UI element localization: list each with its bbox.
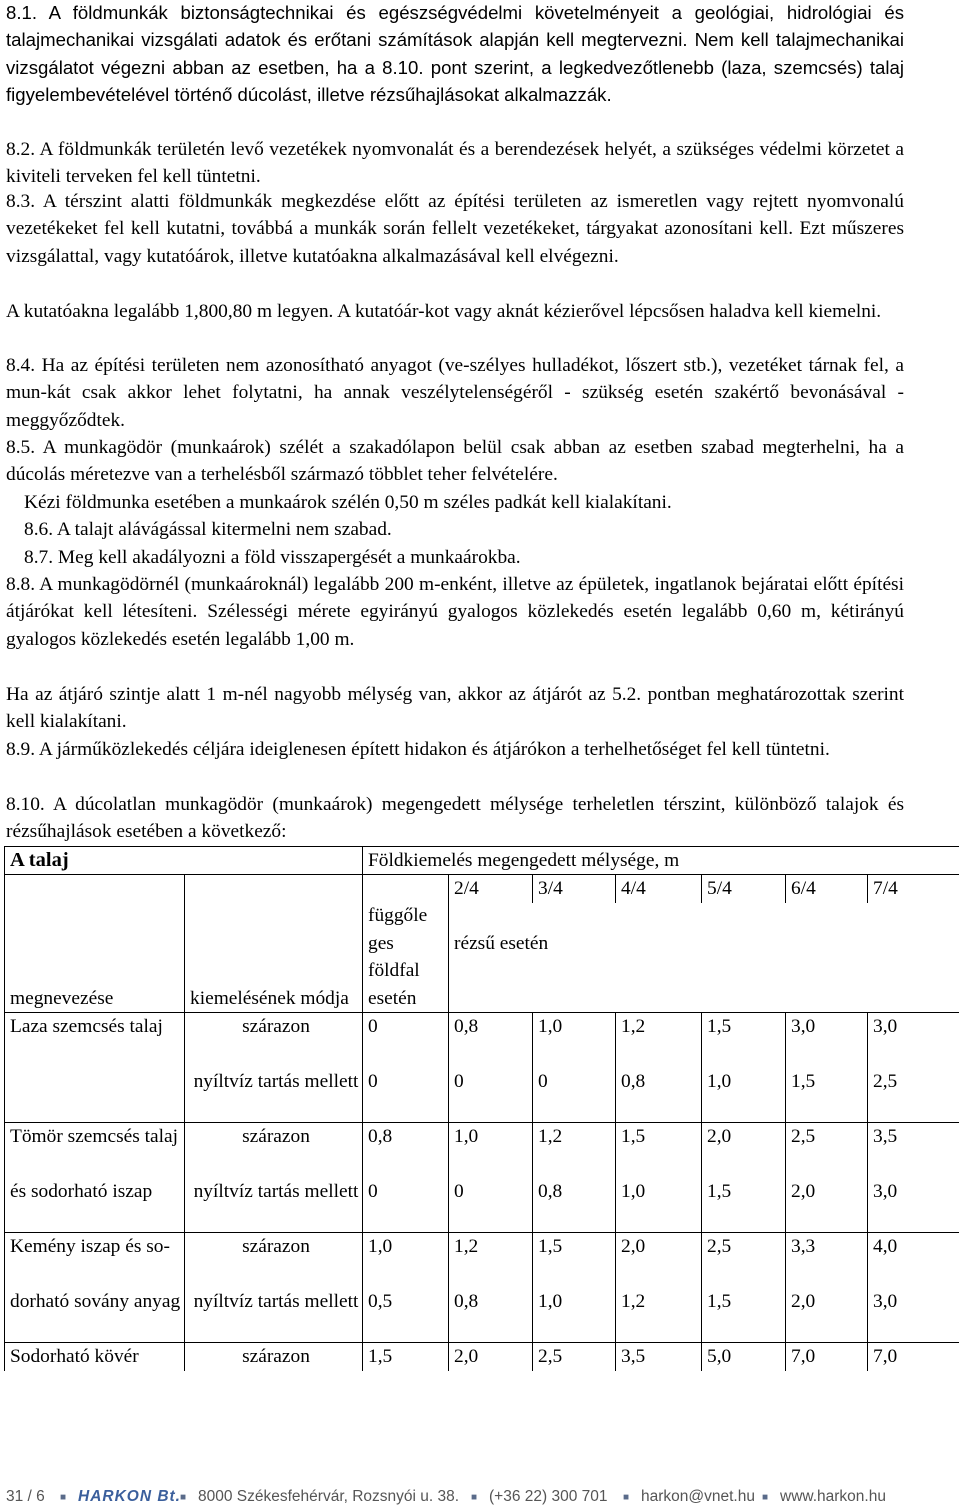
value-cell: 1,2 <box>616 1288 702 1343</box>
paragraph-8-5-b: Kézi földmunka esetében a munkaárok szélén 0,50 m széles padkát kell kialakítani. <box>24 492 672 513</box>
value-cell: 0,8 <box>449 1288 533 1343</box>
value-cell: 2,5 <box>702 1233 786 1288</box>
header-rezsu: rézsű esetén <box>449 903 959 1013</box>
ratio-cell: 3/4 <box>533 875 616 903</box>
value-cell: 1,5 <box>363 1343 449 1371</box>
value-cell: 1,5 <box>786 1068 868 1123</box>
separator-icon: ■ <box>180 1492 187 1503</box>
ratio-cell: 2/4 <box>449 875 533 903</box>
value-cell: 1,5 <box>533 1233 616 1288</box>
paragraph-8-5: 8.5. A munkagödör (munkaárok) szélét a szakadólapon belül csak abban az esetben szabad megterhelni, ha a dúcolás méretezve van a terhelésből származó többlet teher felvételére. <box>6 437 904 486</box>
header-fuggoleges: függőle ges földfal esetén <box>363 875 449 1013</box>
soil-name-cell: Kemény iszap és so- <box>5 1233 185 1288</box>
paragraph-8-9: 8.9. A járműközlekedés céljára ideiglenesen épített hidakon és átjárókon a terhelhetőséget fel kell tüntetni. <box>6 739 830 760</box>
footer-phone: (+36 22) 300 701 <box>489 1488 608 1505</box>
header-kiemelesenek: kiemelésének módja <box>185 875 363 1013</box>
value-cell: 1,0 <box>702 1068 786 1123</box>
header-talaj: A talaj <box>5 847 363 875</box>
separator-icon: ■ <box>762 1492 769 1503</box>
footer-address: 8000 Székesfehérvár, Rozsnyói u. 38. <box>198 1488 460 1505</box>
footer-website[interactable]: www.harkon.hu <box>780 1488 886 1505</box>
soil-name-cell: Tömör szemcsés talaj <box>5 1123 185 1178</box>
value-cell: 1,0 <box>533 1288 616 1343</box>
value-cell: 0,5 <box>363 1288 449 1343</box>
soil-name-cell <box>5 1068 185 1123</box>
value-cell: 2,0 <box>786 1288 868 1343</box>
value-cell: 2,5 <box>533 1343 616 1371</box>
value-cell: 0 <box>449 1068 533 1123</box>
value-cell: 1,5 <box>616 1123 702 1178</box>
header-depth: Földkiemelés megengedett mélysége, m <box>363 847 959 875</box>
value-cell: 1,0 <box>533 1013 616 1068</box>
value-cell: 0 <box>449 1178 533 1233</box>
paragraph-8-8-b: Ha az átjáró szintje alatt 1 m-nél nagyobb mélység van, akkor az átjárót az 5.2. pontban meghatározottak szerint kell kialakítani. <box>6 684 904 733</box>
paragraph-8-8: 8.8. A munkagödörnél (munkaároknál) legalább 200 m-enként, illetve az épületek, ingatlanok bejáratai előtt építési átjárókat kell létesíteni. Szélességi mérete egyirányú gyalogos közlekedés esetén legalább 0,60 m, kétirányú gyalogos közlekedés esetén legalább 1,00 m. <box>6 574 904 650</box>
value-cell: 0 <box>363 1178 449 1233</box>
separator-icon: ■ <box>60 1492 67 1503</box>
value-cell: 2,0 <box>449 1343 533 1371</box>
value-cell: 1,5 <box>702 1288 786 1343</box>
value-cell: 0 <box>363 1068 449 1123</box>
mode-cell: nyíltvíz tartás mellett <box>185 1068 363 1123</box>
value-cell: 4,0 <box>868 1233 959 1288</box>
value-cell: 1,0 <box>363 1233 449 1288</box>
value-cell: 1,2 <box>616 1013 702 1068</box>
value-cell: 1,0 <box>616 1178 702 1233</box>
value-cell: 2,0 <box>702 1123 786 1178</box>
ratio-cell: 7/4 <box>868 875 959 903</box>
company-logo: HARKON Bt. <box>78 1488 181 1505</box>
mode-cell: szárazon <box>185 1013 363 1068</box>
value-cell: 3,0 <box>868 1178 959 1233</box>
value-cell: 0 <box>363 1013 449 1068</box>
mode-cell: szárazon <box>185 1233 363 1288</box>
separator-icon: ■ <box>471 1492 478 1503</box>
soil-name-cell: és sodorható iszap <box>5 1178 185 1233</box>
value-cell: 3,5 <box>868 1123 959 1178</box>
value-cell: 2,5 <box>868 1068 959 1123</box>
paragraph-8-2: 8.2. A földmunkák területén levő vezetékek nyomvonalát és a berendezések helyét, a szükséges védelmi körzetet a kiviteli terveken fel kell tüntetni. <box>6 139 904 188</box>
header-megnevezese: megnevezése <box>5 875 185 1013</box>
value-cell: 3,5 <box>616 1343 702 1371</box>
ratio-cell: 5/4 <box>702 875 786 903</box>
value-cell: 0,8 <box>616 1068 702 1123</box>
paragraph-8-7: 8.7. Meg kell akadályozni a föld visszapergését a munkaárokba. <box>24 547 521 568</box>
paragraph-8-3-b: A kutatóakna legalább 1,800,80 m legyen. A kutatóár-kot vagy aknát kézierővel lépcsősen haladva kell kiemelni. <box>6 301 882 322</box>
footer-email[interactable]: harkon@vnet.hu <box>641 1488 755 1505</box>
excavation-depth-table <box>4 846 959 1371</box>
page-number: 31 / 6 <box>6 1488 45 1505</box>
value-cell: 3,0 <box>868 1288 959 1343</box>
paragraph-8-4: 8.4. Ha az építési területen nem azonosítható anyagot (ve-szélyes hulladékot, lőszert stb.), vezetéket tárnak fel, a mun-kát csak akkor lehet folytatni, ha annak veszélytelenségéről - szükség esetén szakértő bevonásával - meggyőződtek. <box>6 355 904 431</box>
mode-cell: nyíltvíz tartás mellett <box>185 1288 363 1343</box>
mode-cell: szárazon <box>185 1343 363 1371</box>
page-footer <box>0 1484 960 1509</box>
mode-cell: szárazon <box>185 1123 363 1178</box>
paragraph-8-10: 8.10. A dúcolatlan munkagödör (munkaárok) megengedett mélysége terheletlen térszint, különböző talajok és rézsűhajlások esetében a következő: <box>6 794 904 843</box>
value-cell: 1,5 <box>702 1178 786 1233</box>
value-cell: 2,0 <box>786 1178 868 1233</box>
value-cell: 1,5 <box>702 1013 786 1068</box>
value-cell: 1,0 <box>449 1123 533 1178</box>
value-cell: 7,0 <box>786 1343 868 1371</box>
value-cell: 1,2 <box>449 1233 533 1288</box>
ratio-cell: 6/4 <box>786 875 868 903</box>
ratio-cell: 4/4 <box>616 875 702 903</box>
value-cell: 3,3 <box>786 1233 868 1288</box>
value-cell: 3,0 <box>868 1013 959 1068</box>
value-cell: 3,0 <box>786 1013 868 1068</box>
value-cell: 1,2 <box>533 1123 616 1178</box>
soil-name-cell: Sodorható kövér <box>5 1343 185 1371</box>
paragraph-8-1: 8.1. A földmunkák biztonságtechnikai és egészségvédelmi követelményeit a geológiai, hidrológiai és talajmechanikai vizsgálati adatok és erőtani számítások alapján kell megtervezni. Nem kell talajmechanikai vizsgálatot végezni abban az esetben, ha a 8.10. pont szerint, a legkedvezőtlenebb (laza, szemcsés) talaj figyelembevételével történő dúcolást, illetve rézsűhajlásokat alkalmazzák. <box>6 2 904 106</box>
soil-name-cell: dorható sovány anyag <box>5 1288 185 1343</box>
paragraph-8-6: 8.6. A talajt alávágással kitermelni nem szabad. <box>24 519 392 540</box>
value-cell: 0,8 <box>363 1123 449 1178</box>
value-cell: 0,8 <box>533 1178 616 1233</box>
value-cell: 2,5 <box>786 1123 868 1178</box>
paragraph-8-3: 8.3. A térszint alatti földmunkák megkezdése előtt az építési területen az ismeretlen vagy rejtett nyomvonalú vezetékeket fel kell kutatni, továbbá a munkák során fellelt vezetékeket, tárgyakat azonosítani kell. Ezt műszeres vizsgálattal, vagy kutatóárok, illetve kutatóakna alkalmazásával kell elvégezni. <box>6 191 904 267</box>
value-cell: 0,8 <box>449 1013 533 1068</box>
value-cell: 7,0 <box>868 1343 959 1371</box>
value-cell: 5,0 <box>702 1343 786 1371</box>
value-cell: 2,0 <box>616 1233 702 1288</box>
value-cell: 0 <box>533 1068 616 1123</box>
mode-cell: nyíltvíz tartás mellett <box>185 1178 363 1233</box>
soil-name-cell: Laza szemcsés talaj <box>5 1013 185 1068</box>
separator-icon: ■ <box>623 1492 630 1503</box>
